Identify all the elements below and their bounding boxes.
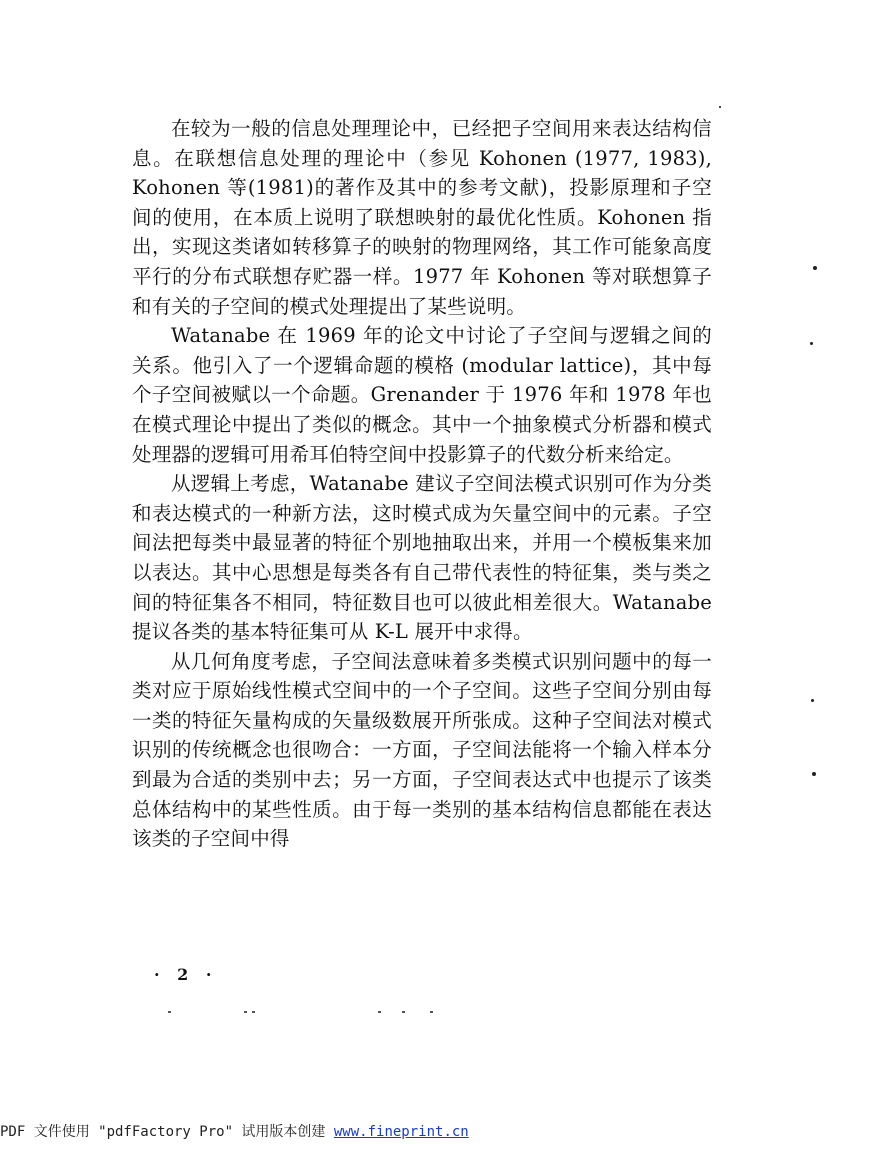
scan-specks xyxy=(160,1005,460,1019)
paragraph-geometric-view: 从几何角度考虑，子空间法意味着多类模式识别问题中的每一类对应于原始线性模式空间中的一个子空间。这些子空间分别由每一类的特征矢量构成的矢量级数展开所张成。这种子空间法对模式识别的传统概念也很吻合：一方面，子空间法能将一个输入样本分到最为合适的类别中去；另一方面，子空间表达式中也提示了该类总体结构中的某些性质。由于每一类别的基本结构信息都能在表达该类的子空间中得 xyxy=(132,649,712,851)
paragraph-watanabe-lattice: Watanabe 在 1969 年的论文中讨论了子空间与逻辑之间的关系。他引入了一个逻辑命题的模格 (modular lattice)，其中每个子空间被赋以一个命题。Grenander 于 1976 年和 1978 年也在模式理论中提出了类似的概念。其中一个抽象模式分析器和模式处理器的逻辑可用希耳伯特空间中投影算子的代数分析来给定。 xyxy=(132,324,712,466)
pdf-footer xyxy=(0,1121,469,1141)
paragraph-logic-view: 从逻辑上考虑，Watanabe 建议子空间法模式识别可作为分类和表达模式的一种新方法，这时模式成为矢量空间中的元素。子空间法把每类中最显著的特征个别地抽取出来，并用一个模板集来加以表达。其中心思想是每类各有自己带代表性的特征集，类与类之间的特征集各不相同，特征数目也可以彼此相差很大。Watanabe 提议各类的基本特征集可从 K-L 展开中求得。 xyxy=(132,472,712,644)
scan-dot-4 xyxy=(812,772,816,776)
body-text xyxy=(132,114,712,854)
scan-dot-1 xyxy=(813,266,817,270)
scan-dot-3 xyxy=(811,699,814,702)
scan-dot-2 xyxy=(810,342,813,345)
footer-link[interactable]: www.fineprint.cn xyxy=(333,1124,469,1140)
scan-mark-top xyxy=(719,106,721,108)
paragraph-kohonen: 在较为一般的信息处理理论中，已经把子空间用来表达结构信息。在联想信息处理的理论中（参见 Kohonen (1977, 1983), Kohonen 等(1981)的著作及其中的参考文献)，投影原理和子空间的使用，在本质上说明了联想映射的最优化性质。Kohonen 指出，实现这类诸如转移算子的映射的物理网络，其工作可能象高度平行的分布式联想存贮器一样。1977 年 Kohonen 等对联想算子和有关的子空间的模式处理提出了某些说明。 xyxy=(132,117,712,318)
page-number: · 2 · xyxy=(154,965,218,984)
footer-text: PDF 文件使用 "pdfFactory Pro" 试用版本创建 xyxy=(0,1124,334,1140)
